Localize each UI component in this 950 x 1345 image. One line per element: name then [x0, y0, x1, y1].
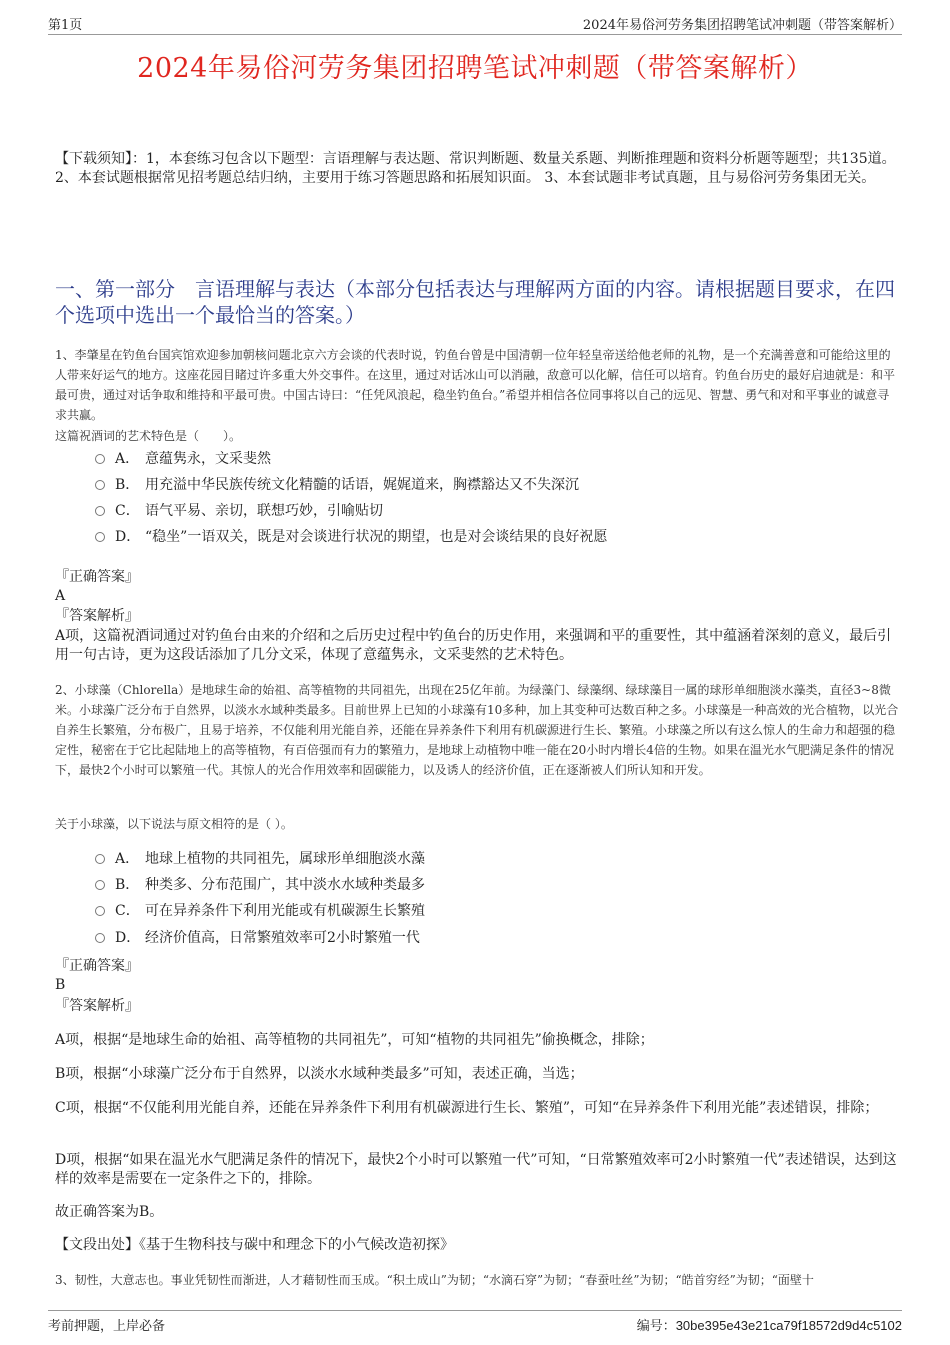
q1-option-d[interactable]: D． “稳坐”一语双关，既是对会谈进行状况的期望，也是对会谈结果的良好祝愿: [95, 527, 895, 547]
q2-answer: B: [55, 977, 66, 993]
page-footer: [48, 1310, 902, 1334]
download-notice: 【下载须知】：1，本套练习包含以下题型：言语理解与表达题、常识判断题、数量关系题、判断推理题和资料分析题等题型；共135道。 2、本套试题根据常见招考题总结归纳，主要用于练习答题思路和拓展知识面。 3、本套试题非考试真题，且与易俗河劳务集团无关。: [55, 151, 896, 186]
radio-icon[interactable]: [95, 506, 105, 516]
q2-analysis-b: B项，根据“小球藻广泛分布于自然界，以淡水水域种类最多”可知，表述正确，当选；: [55, 1066, 584, 1082]
footer-slogan: 考前押题，上岸必备: [48, 1319, 166, 1334]
q3-stem: 3、韧性，大意志也。事业凭韧性而渐进，人才藉韧性而玉成。“积土成山”为韧；“水滴石穿”为韧；“春蚕吐丝”为韧；“皓首穷经”为韧；“面壁十: [55, 1273, 814, 1287]
q2-stem: 2、小球藻（Chlorella）是地球生命的始祖、高等植物的共同祖先，出现在25亿年前。为绿藻门、绿藻纲、绿球藻目一属的球形单细胞淡水藻类，直径3~8微米。小球藻广泛分布于自然界，以淡水水域种类最多。目前世界上已知的小球藻有10多种，加上其变种可达数百种之多。小球藻是一种高效的光合植物，以光合自养生长繁殖，分布极广，且易于培养，不仅能利用光能自养，还能在异养条件下利用有机碳源进行生长、繁殖。小球藻之所以有这么惊人的生命力和超强的稳定性，秘密在于它比起陆地上的高等植物，有百倍强而有力的繁殖力，是地球上动植物中唯一能在20小时内增长4倍的生物。如果在温光水气肥满足条件的情况下，最快2个小时可以繁殖一代。其惊人的光合作用效率和固碳能力，以及诱人的经济价值，正在逐渐被人们所认知和开发。: [55, 683, 899, 777]
radio-icon[interactable]: [95, 532, 105, 542]
q2-option-a[interactable]: A． 地球上植物的共同祖先，属球形单细胞淡水藻: [95, 849, 895, 869]
radio-icon[interactable]: [95, 480, 105, 490]
q1-answer: A: [55, 588, 66, 604]
header-title: 2024年易俗河劳务集团招聘笔试冲刺题（带答案解析）: [582, 18, 902, 33]
q2-source: 【文段出处】《基于生物科技与碳中和理念下的小气候改造初探》: [55, 1237, 454, 1253]
q2-option-d[interactable]: D． 经济价值高，日常繁殖效率可2小时繁殖一代: [95, 928, 895, 948]
radio-icon[interactable]: [95, 854, 105, 864]
q2-analysis-c: C项，根据“不仅能利用光能自养，还能在异养条件下利用有机碳源进行生长、繁殖”，可知“在异养条件下利用光能”表述错误，排除；: [55, 1100, 879, 1116]
page-header: [48, 14, 902, 35]
q2-conclusion: 故正确答案为B。: [55, 1204, 164, 1220]
q1-option-a[interactable]: A． 意蕴隽永，文采斐然: [95, 449, 895, 469]
q1-analysis-label: 『答案解析』: [55, 608, 139, 624]
q2-option-c[interactable]: C． 可在异养条件下利用光能或有机碳源生长繁殖: [95, 901, 895, 921]
q1-stem: 1、李肇星在钓鱼台国宾馆欢迎参加朝核问题北京六方会谈的代表时说，钓鱼台曾是中国清朝一位年轻皇帝送给他老师的礼物，是一个充满善意和可能给这里的人带来好运气的地方。这座花园目睹过许多重大外交事件。在这里，通过对话冰山可以消融，敌意可以化解，信任可以培育。钓鱼台历史的最好启迪就是：和平最可贵，通过对话争取和维持和平最可贵。中国古诗曰：“任凭风浪起，稳坐钓鱼台。”希望并相信各位同事将以自己的远见、智慧、勇气和对和平事业的诚意寻求共赢。: [55, 348, 896, 422]
q1-analysis: A项，这篇祝酒词通过对钓鱼台由来的介绍和之后历史过程中钓鱼台的历史作用，来强调和平的重要性，其中蕴涵着深刻的意义，最后引用一句古诗，更为这段话添加了几分文采，体现了意蕴隽永，文采斐然的艺术特色。: [55, 628, 892, 663]
q2-option-b[interactable]: B． 种类多、分布范围广，其中淡水水域种类最多: [95, 875, 895, 895]
q2-analysis-d: D项，根据“如果在温光水气肥满足条件的情况下，最快2个小时可以繁殖一代”可知，“日常繁殖效率可2小时繁殖一代”表述错误，达到这样的效率是需要在一定条件之下的，排除。: [55, 1152, 897, 1187]
q1-option-c[interactable]: C． 语气平易、亲切，联想巧妙，引喻贴切: [95, 501, 895, 521]
radio-icon[interactable]: [95, 880, 105, 890]
q2-answer-label: 『正确答案』: [55, 958, 139, 974]
radio-icon[interactable]: [95, 454, 105, 464]
radio-icon[interactable]: [95, 933, 105, 943]
q1-answer-label: 『正确答案』: [55, 569, 139, 585]
q1-option-b[interactable]: B． 用充溢中华民族传统文化精髓的话语，娓娓道来，胸襟豁达又不失深沉: [95, 475, 895, 495]
document-title: 2024年易俗河劳务集团招聘笔试冲刺题（带答案解析）: [137, 53, 813, 84]
q2-analysis-label: 『答案解析』: [55, 998, 139, 1014]
radio-icon[interactable]: [95, 906, 105, 916]
q2-analysis-a: A项，根据“是地球生命的始祖、高等植物的共同祖先”，可知“植物的共同祖先”偷换概念，排除；: [55, 1032, 654, 1048]
document-code: 编号：30be395e43e21ca79f18572d9d4c5102: [636, 1318, 902, 1333]
section-heading: 一、第一部分 言语理解与表达（本部分包括表达与理解两方面的内容。请根据题目要求，在四个选项中选出一个最恰当的答案。）: [55, 277, 895, 327]
q1-question: 这篇祝酒词的艺术特色是（ ）。: [55, 429, 242, 443]
q2-question: 关于小球藻，以下说法与原文相符的是（ ）。: [55, 817, 293, 831]
page-number: 第1页: [48, 18, 83, 33]
